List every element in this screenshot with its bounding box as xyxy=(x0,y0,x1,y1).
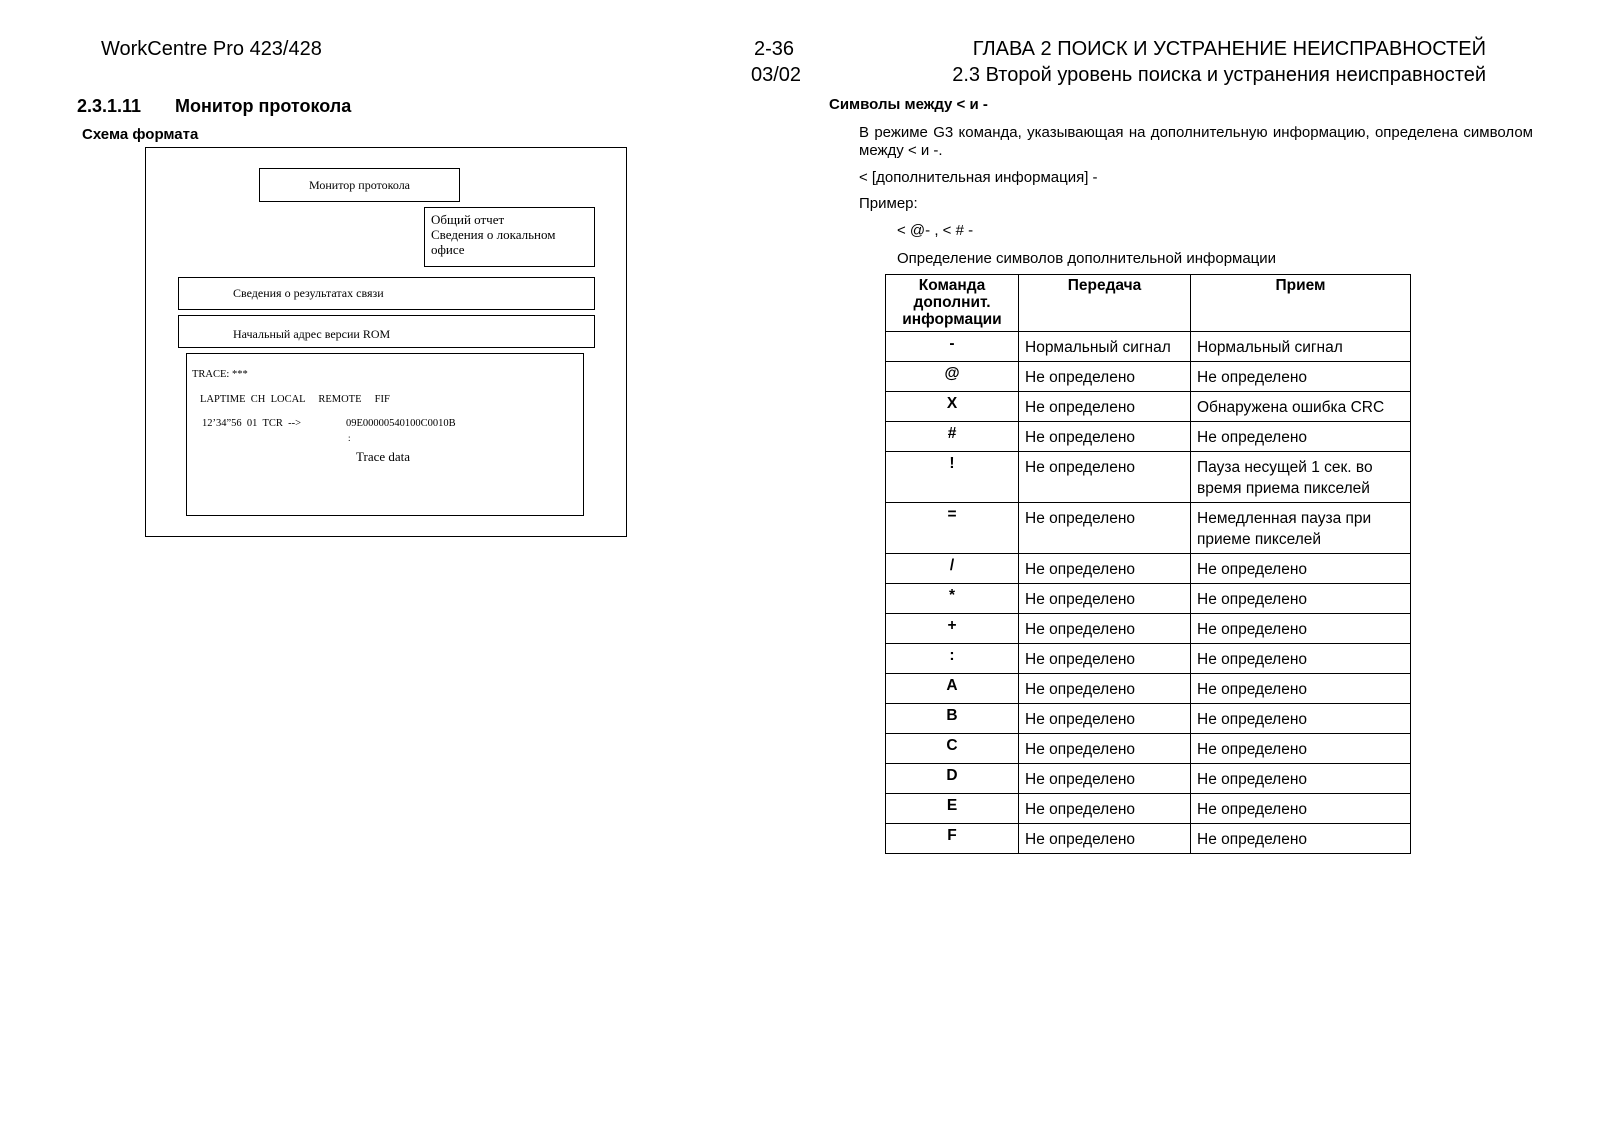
table-row xyxy=(886,824,1411,854)
table-row xyxy=(886,734,1411,764)
table-row xyxy=(886,554,1411,584)
transmit-cell: Не определено xyxy=(1019,503,1191,554)
receive-cell: Не определено xyxy=(1191,674,1411,704)
receive-cell: Не определено xyxy=(1191,554,1411,584)
command-cell: B xyxy=(886,704,1019,734)
receive-cell: Не определено xyxy=(1191,584,1411,614)
header-product: WorkCentre Pro 423/428 xyxy=(101,38,322,60)
receive-cell: Обнаружена ошибка CRC xyxy=(1191,392,1411,422)
command-cell: X xyxy=(886,392,1019,422)
table-row xyxy=(886,452,1411,503)
column-header-command: Команда дополнит. информации xyxy=(886,275,1019,332)
section-number: 2.3.1.11 xyxy=(77,96,142,116)
intro-paragraph: В режиме G3 команда, указывающая на дополнительную информацию, определена символом между < и -. xyxy=(859,124,1533,159)
example-label: Пример: xyxy=(859,195,918,212)
receive-cell: Не определено xyxy=(1191,422,1411,452)
general-report-box xyxy=(424,207,595,267)
trace-ellipsis: : xyxy=(348,433,351,443)
transmit-cell: Не определено xyxy=(1019,764,1191,794)
communication-results-box xyxy=(178,277,595,310)
command-cell: / xyxy=(886,554,1019,584)
transmit-cell: Не определено xyxy=(1019,704,1191,734)
trace-box xyxy=(186,353,584,516)
header-chapter-title: ГЛАВА 2 ПОИСК И УСТРАНЕНИЕ НЕИСПРАВНОСТЕЙ xyxy=(972,38,1486,60)
table-caption: Определение символов дополнительной информации xyxy=(897,250,1277,267)
table-row xyxy=(886,422,1411,452)
protocol-monitor-box xyxy=(259,168,460,202)
receive-cell: Не определено xyxy=(1191,734,1411,764)
local-office-line-cont: офисе xyxy=(431,242,465,257)
transmit-cell: Не определено xyxy=(1019,734,1191,764)
example-value: < @- , < # - xyxy=(897,222,974,239)
command-cell: ! xyxy=(886,452,1019,503)
command-cell: = xyxy=(886,503,1019,554)
command-cell: - xyxy=(886,332,1019,362)
table-header-row xyxy=(886,275,1411,332)
transmit-cell: Не определено xyxy=(1019,554,1191,584)
table-row xyxy=(886,794,1411,824)
command-cell: C xyxy=(886,734,1019,764)
trace-row-left: 12’34”56 01 TCR --> xyxy=(202,418,302,429)
trace-data-label: Trace data xyxy=(356,449,411,464)
transmit-cell: Не определено xyxy=(1019,584,1191,614)
receive-cell: Нормальный сигнал xyxy=(1191,332,1411,362)
transmit-cell: Не определено xyxy=(1019,422,1191,452)
transmit-cell: Не определено xyxy=(1019,614,1191,644)
table-row xyxy=(886,704,1411,734)
receive-cell: Пауза несущей 1 сек. во время приема пикселей xyxy=(1191,452,1411,503)
receive-cell: Не определено xyxy=(1191,824,1411,854)
header-section-title: 2.3 Второй уровень поиска и устранения неисправностей xyxy=(952,64,1486,86)
transmit-cell: Не определено xyxy=(1019,392,1191,422)
transmit-cell: Не определено xyxy=(1019,452,1191,503)
transmit-cell: Не определено xyxy=(1019,674,1191,704)
transmit-cell: Не определено xyxy=(1019,362,1191,392)
transmit-cell: Не определено xyxy=(1019,644,1191,674)
receive-cell: Не определено xyxy=(1191,704,1411,734)
local-office-line: Сведения о локальном xyxy=(431,227,556,242)
receive-cell: Не определено xyxy=(1191,794,1411,824)
receive-cell: Не определено xyxy=(1191,362,1411,392)
table-row xyxy=(886,332,1411,362)
rom-address-label: Начальный адрес версии ROM xyxy=(233,327,391,341)
table-row xyxy=(886,503,1411,554)
transmit-cell: Не определено xyxy=(1019,794,1191,824)
header-date: 03/02 xyxy=(751,64,802,86)
table-row xyxy=(886,614,1411,644)
command-cell: * xyxy=(886,584,1019,614)
table-row xyxy=(886,644,1411,674)
communication-results-label: Сведения о результатах связи xyxy=(233,286,384,300)
header-page-number: 2-36 xyxy=(754,38,795,60)
trace-title: TRACE: *** xyxy=(192,369,248,380)
symbol-definition-table xyxy=(885,274,1411,854)
rom-address-box xyxy=(178,315,595,348)
command-cell: A xyxy=(886,674,1019,704)
table-row xyxy=(886,392,1411,422)
command-cell: D xyxy=(886,764,1019,794)
command-cell: + xyxy=(886,614,1019,644)
transmit-cell: Нормальный сигнал xyxy=(1019,332,1191,362)
general-report-line: Общий отчет xyxy=(431,212,505,227)
symbols-heading: Символы между < и - xyxy=(829,96,988,113)
command-cell: E xyxy=(886,794,1019,824)
table-row xyxy=(886,764,1411,794)
command-cell: # xyxy=(886,422,1019,452)
transmit-cell: Не определено xyxy=(1019,824,1191,854)
trace-row-right: 09E00000540100C0010B xyxy=(346,418,456,429)
command-cell: F xyxy=(886,824,1019,854)
table-row xyxy=(886,584,1411,614)
command-cell: @ xyxy=(886,362,1019,392)
table-row xyxy=(886,674,1411,704)
column-header-transmit: Передача xyxy=(1019,275,1191,332)
receive-cell: Не определено xyxy=(1191,644,1411,674)
protocol-monitor-label: Монитор протокола xyxy=(308,178,411,192)
syntax-line: < [дополнительная информация] - xyxy=(859,169,1098,186)
receive-cell: Немедленная пауза при приеме пикселей xyxy=(1191,503,1411,554)
format-scheme-heading: Схема формата xyxy=(82,126,199,143)
trace-column-headers: LAPTIME CH LOCAL REMOTE FIF xyxy=(200,394,390,405)
table-row xyxy=(886,362,1411,392)
command-cell: : xyxy=(886,644,1019,674)
section-title: Монитор протокола xyxy=(175,96,352,116)
receive-cell: Не определено xyxy=(1191,614,1411,644)
receive-cell: Не определено xyxy=(1191,764,1411,794)
column-header-receive: Прием xyxy=(1191,275,1411,332)
